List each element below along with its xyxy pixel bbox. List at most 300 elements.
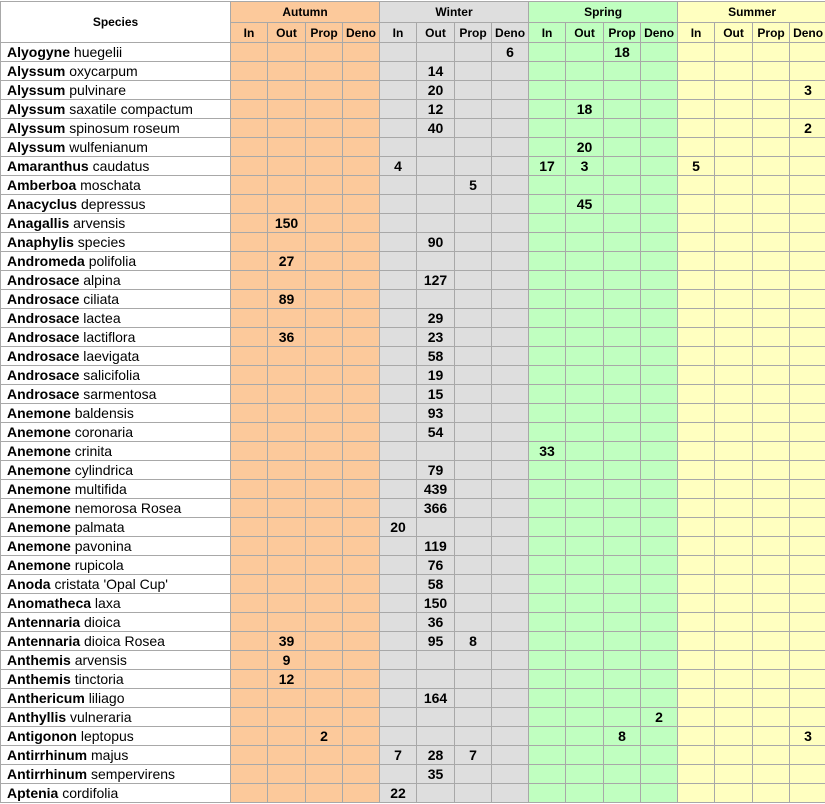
value-cell-autumn-prop — [306, 252, 343, 271]
value-cell-winter-deno — [492, 651, 529, 670]
value-cell-spring-in — [529, 575, 566, 594]
table-row — [1, 100, 825, 119]
value-cell-spring-in — [529, 765, 566, 784]
species-name-cell — [1, 765, 231, 784]
value-cell-winter-in — [380, 670, 417, 689]
value-cell-spring-in — [529, 746, 566, 765]
genus-name: Alyssum — [7, 63, 65, 79]
value-cell-summer-prop — [753, 347, 790, 366]
table-row — [1, 271, 825, 290]
value-cell-summer-deno — [790, 708, 825, 727]
table-row — [1, 290, 825, 309]
species-epithet: saxatile compactum — [69, 101, 193, 117]
value-cell-spring-prop — [604, 537, 641, 556]
value-cell-spring-prop — [604, 119, 641, 138]
genus-name: Androsace — [7, 386, 79, 402]
value-cell-winter-deno — [492, 119, 529, 138]
value-cell-summer-out — [715, 119, 753, 138]
value-cell-autumn-prop — [306, 423, 343, 442]
value-cell-winter-prop — [455, 613, 492, 632]
value-cell-autumn-out — [268, 784, 306, 803]
seed-data-table — [0, 1, 825, 803]
value-cell-spring-deno — [641, 689, 678, 708]
value-cell-autumn-prop — [306, 62, 343, 81]
value-cell-spring-prop — [604, 746, 641, 765]
value-cell-autumn-out — [268, 746, 306, 765]
value-cell-spring-out: 45 — [566, 195, 604, 214]
species-epithet: sarmentosa — [83, 386, 156, 402]
value-cell-spring-out — [566, 594, 604, 613]
species-epithet: pulvinare — [69, 82, 126, 98]
species-epithet: nemorosa Rosea — [75, 500, 182, 516]
value-cell-winter-prop — [455, 784, 492, 803]
value-cell-summer-in — [678, 632, 715, 651]
value-cell-spring-in — [529, 366, 566, 385]
value-cell-summer-in — [678, 81, 715, 100]
genus-name: Androsace — [7, 310, 79, 326]
value-cell-summer-prop — [753, 290, 790, 309]
value-cell-autumn-deno — [343, 138, 380, 157]
value-cell-winter-prop — [455, 385, 492, 404]
value-cell-winter-prop — [455, 195, 492, 214]
value-cell-autumn-deno — [343, 214, 380, 233]
value-cell-winter-in — [380, 62, 417, 81]
value-cell-spring-deno — [641, 119, 678, 138]
value-cell-winter-prop — [455, 518, 492, 537]
table-row — [1, 347, 825, 366]
value-cell-winter-deno: 6 — [492, 43, 529, 62]
value-cell-winter-in — [380, 575, 417, 594]
species-name-cell — [1, 119, 231, 138]
value-cell-summer-deno — [790, 556, 825, 575]
season-header-summer: Summer — [678, 2, 825, 23]
value-cell-winter-out — [417, 784, 455, 803]
season-header-winter: Winter — [380, 2, 529, 23]
season-header-spring: Spring — [529, 2, 678, 23]
value-cell-summer-deno — [790, 746, 825, 765]
value-cell-spring-deno — [641, 632, 678, 651]
value-cell-autumn-out — [268, 233, 306, 252]
value-cell-winter-deno — [492, 385, 529, 404]
value-cell-autumn-out — [268, 62, 306, 81]
value-cell-spring-prop — [604, 385, 641, 404]
value-cell-spring-prop — [604, 423, 641, 442]
value-cell-summer-in — [678, 594, 715, 613]
value-cell-spring-prop — [604, 176, 641, 195]
value-cell-summer-prop — [753, 366, 790, 385]
value-cell-winter-deno — [492, 632, 529, 651]
value-cell-winter-in — [380, 271, 417, 290]
value-cell-spring-deno — [641, 157, 678, 176]
value-cell-winter-deno — [492, 214, 529, 233]
species-epithet: multifida — [75, 481, 127, 497]
value-cell-winter-out: 76 — [417, 556, 455, 575]
value-cell-summer-in — [678, 537, 715, 556]
value-cell-winter-in: 22 — [380, 784, 417, 803]
value-cell-spring-deno — [641, 670, 678, 689]
value-cell-winter-deno — [492, 176, 529, 195]
value-cell-winter-deno — [492, 233, 529, 252]
value-cell-autumn-in — [231, 480, 268, 499]
value-cell-autumn-prop — [306, 195, 343, 214]
value-cell-spring-in — [529, 461, 566, 480]
value-cell-summer-prop — [753, 214, 790, 233]
value-cell-summer-out — [715, 290, 753, 309]
value-cell-summer-in — [678, 613, 715, 632]
value-cell-winter-deno — [492, 518, 529, 537]
value-cell-autumn-prop — [306, 43, 343, 62]
value-cell-winter-prop — [455, 442, 492, 461]
genus-name: Andromeda — [7, 253, 85, 269]
value-cell-winter-deno — [492, 290, 529, 309]
value-cell-autumn-out — [268, 271, 306, 290]
value-cell-spring-out — [566, 632, 604, 651]
value-cell-autumn-prop: 2 — [306, 727, 343, 746]
species-name-cell — [1, 689, 231, 708]
value-cell-winter-deno — [492, 271, 529, 290]
value-cell-summer-in — [678, 347, 715, 366]
value-cell-spring-prop — [604, 404, 641, 423]
value-cell-winter-prop — [455, 119, 492, 138]
value-cell-spring-prop — [604, 81, 641, 100]
value-cell-spring-out — [566, 385, 604, 404]
value-cell-summer-out — [715, 214, 753, 233]
value-cell-summer-prop — [753, 556, 790, 575]
value-cell-winter-deno — [492, 670, 529, 689]
value-cell-spring-deno — [641, 214, 678, 233]
value-cell-spring-in — [529, 518, 566, 537]
species-epithet: wulfenianum — [69, 139, 148, 155]
value-cell-autumn-out — [268, 613, 306, 632]
value-cell-autumn-deno — [343, 537, 380, 556]
value-cell-winter-deno — [492, 746, 529, 765]
value-cell-winter-prop — [455, 214, 492, 233]
value-cell-spring-in — [529, 81, 566, 100]
value-cell-summer-deno — [790, 366, 825, 385]
value-cell-autumn-prop — [306, 271, 343, 290]
table-row — [1, 119, 825, 138]
species-name-cell — [1, 746, 231, 765]
value-cell-winter-prop — [455, 271, 492, 290]
value-cell-summer-in — [678, 366, 715, 385]
genus-name: Anacyclus — [7, 196, 77, 212]
subcol-header-autumn-deno: Deno — [343, 23, 380, 43]
value-cell-autumn-in — [231, 575, 268, 594]
value-cell-autumn-in — [231, 556, 268, 575]
genus-name: Amberboa — [7, 177, 76, 193]
table-row — [1, 252, 825, 271]
value-cell-winter-out — [417, 252, 455, 271]
species-rows — [1, 43, 825, 803]
value-cell-winter-prop — [455, 100, 492, 119]
value-cell-spring-in — [529, 195, 566, 214]
genus-name: Anemone — [7, 538, 71, 554]
value-cell-spring-prop — [604, 442, 641, 461]
value-cell-summer-in — [678, 195, 715, 214]
value-cell-winter-prop — [455, 366, 492, 385]
species-epithet: majus — [91, 747, 128, 763]
table-row — [1, 575, 825, 594]
value-cell-autumn-prop — [306, 499, 343, 518]
value-cell-spring-in — [529, 727, 566, 746]
value-cell-autumn-prop — [306, 119, 343, 138]
value-cell-spring-out — [566, 328, 604, 347]
value-cell-summer-in — [678, 404, 715, 423]
value-cell-autumn-out — [268, 480, 306, 499]
value-cell-summer-in — [678, 62, 715, 81]
season-header-row — [1, 2, 825, 23]
genus-name: Anemone — [7, 481, 71, 497]
value-cell-spring-out — [566, 81, 604, 100]
value-cell-summer-out — [715, 651, 753, 670]
value-cell-autumn-out — [268, 176, 306, 195]
value-cell-summer-deno — [790, 347, 825, 366]
value-cell-winter-out: 36 — [417, 613, 455, 632]
value-cell-spring-deno — [641, 556, 678, 575]
value-cell-summer-deno — [790, 613, 825, 632]
value-cell-spring-prop — [604, 518, 641, 537]
value-cell-autumn-out — [268, 556, 306, 575]
value-cell-spring-out — [566, 62, 604, 81]
value-cell-autumn-in — [231, 632, 268, 651]
value-cell-winter-in — [380, 176, 417, 195]
value-cell-winter-deno — [492, 195, 529, 214]
value-cell-summer-out — [715, 518, 753, 537]
value-cell-autumn-deno — [343, 689, 380, 708]
genus-name: Antigonon — [7, 728, 77, 744]
table-row — [1, 309, 825, 328]
table-row — [1, 461, 825, 480]
genus-name: Androsace — [7, 348, 79, 364]
value-cell-summer-in — [678, 708, 715, 727]
value-cell-spring-prop — [604, 252, 641, 271]
value-cell-summer-prop — [753, 271, 790, 290]
value-cell-summer-in: 5 — [678, 157, 715, 176]
value-cell-winter-in — [380, 537, 417, 556]
value-cell-winter-deno — [492, 347, 529, 366]
value-cell-spring-deno — [641, 347, 678, 366]
value-cell-spring-in: 17 — [529, 157, 566, 176]
value-cell-winter-out: 20 — [417, 81, 455, 100]
value-cell-winter-in — [380, 81, 417, 100]
value-cell-spring-prop — [604, 632, 641, 651]
value-cell-summer-in — [678, 423, 715, 442]
value-cell-autumn-deno — [343, 518, 380, 537]
genus-name: Androsace — [7, 291, 79, 307]
value-cell-spring-deno — [641, 613, 678, 632]
value-cell-winter-prop — [455, 404, 492, 423]
table-row — [1, 442, 825, 461]
value-cell-summer-out — [715, 100, 753, 119]
species-name-cell — [1, 537, 231, 556]
species-epithet: salicifolia — [83, 367, 140, 383]
value-cell-summer-in — [678, 233, 715, 252]
value-cell-spring-out — [566, 765, 604, 784]
genus-name: Androsace — [7, 367, 79, 383]
value-cell-summer-out — [715, 328, 753, 347]
value-cell-winter-out: 19 — [417, 366, 455, 385]
species-name-cell — [1, 195, 231, 214]
genus-name: Alyssum — [7, 101, 65, 117]
value-cell-winter-in — [380, 138, 417, 157]
value-cell-summer-prop — [753, 537, 790, 556]
value-cell-spring-deno — [641, 366, 678, 385]
value-cell-summer-deno — [790, 765, 825, 784]
value-cell-autumn-deno — [343, 461, 380, 480]
value-cell-spring-prop — [604, 689, 641, 708]
value-cell-autumn-deno — [343, 404, 380, 423]
value-cell-summer-in — [678, 499, 715, 518]
value-cell-spring-out — [566, 556, 604, 575]
value-cell-autumn-prop — [306, 442, 343, 461]
value-cell-summer-out — [715, 537, 753, 556]
value-cell-autumn-deno — [343, 708, 380, 727]
value-cell-autumn-in — [231, 233, 268, 252]
value-cell-summer-out — [715, 746, 753, 765]
value-cell-autumn-in — [231, 347, 268, 366]
value-cell-winter-out: 119 — [417, 537, 455, 556]
value-cell-summer-in — [678, 784, 715, 803]
value-cell-autumn-deno — [343, 62, 380, 81]
value-cell-spring-deno — [641, 423, 678, 442]
value-cell-winter-prop: 5 — [455, 176, 492, 195]
value-cell-spring-in — [529, 689, 566, 708]
species-name-cell — [1, 328, 231, 347]
table-row — [1, 138, 825, 157]
value-cell-summer-in — [678, 670, 715, 689]
value-cell-spring-out — [566, 784, 604, 803]
value-cell-spring-deno — [641, 176, 678, 195]
value-cell-spring-in — [529, 784, 566, 803]
value-cell-autumn-in — [231, 461, 268, 480]
genus-name: Antirrhinum — [7, 747, 87, 763]
table-row — [1, 214, 825, 233]
species-name-cell — [1, 309, 231, 328]
value-cell-spring-prop — [604, 575, 641, 594]
value-cell-spring-out — [566, 480, 604, 499]
value-cell-autumn-prop — [306, 328, 343, 347]
value-cell-autumn-deno — [343, 670, 380, 689]
subcol-header-summer-in: In — [678, 23, 715, 43]
species-epithet: depressus — [81, 196, 146, 212]
value-cell-winter-out: 29 — [417, 309, 455, 328]
value-cell-autumn-in — [231, 328, 268, 347]
value-cell-spring-in — [529, 594, 566, 613]
genus-name: Alyogyne — [7, 44, 70, 60]
subcol-header-spring-out: Out — [566, 23, 604, 43]
value-cell-winter-prop — [455, 252, 492, 271]
value-cell-spring-prop — [604, 708, 641, 727]
value-cell-spring-out — [566, 252, 604, 271]
value-cell-autumn-prop — [306, 176, 343, 195]
species-name-cell — [1, 632, 231, 651]
value-cell-autumn-in — [231, 765, 268, 784]
value-cell-summer-in — [678, 271, 715, 290]
species-name-cell — [1, 784, 231, 803]
species-name-cell — [1, 727, 231, 746]
value-cell-spring-in — [529, 385, 566, 404]
value-cell-winter-out: 14 — [417, 62, 455, 81]
table-row — [1, 518, 825, 537]
table-row — [1, 556, 825, 575]
value-cell-autumn-deno — [343, 366, 380, 385]
value-cell-autumn-in — [231, 518, 268, 537]
species-epithet: lactea — [83, 310, 120, 326]
genus-name: Alyssum — [7, 82, 65, 98]
species-name-cell — [1, 157, 231, 176]
value-cell-spring-deno — [641, 765, 678, 784]
value-cell-autumn-deno — [343, 157, 380, 176]
value-cell-autumn-out — [268, 442, 306, 461]
value-cell-autumn-deno — [343, 43, 380, 62]
value-cell-spring-in — [529, 423, 566, 442]
value-cell-summer-in — [678, 100, 715, 119]
species-name-cell — [1, 423, 231, 442]
value-cell-summer-in — [678, 214, 715, 233]
value-cell-summer-prop — [753, 575, 790, 594]
value-cell-summer-prop — [753, 784, 790, 803]
species-epithet: species — [78, 234, 125, 250]
value-cell-autumn-deno — [343, 309, 380, 328]
value-cell-spring-out — [566, 670, 604, 689]
value-cell-spring-prop — [604, 328, 641, 347]
value-cell-spring-prop — [604, 651, 641, 670]
value-cell-spring-out — [566, 746, 604, 765]
genus-name: Anaphylis — [7, 234, 74, 250]
species-epithet: cristata 'Opal Cup' — [54, 576, 168, 592]
value-cell-summer-prop — [753, 138, 790, 157]
value-cell-summer-in — [678, 746, 715, 765]
value-cell-autumn-out — [268, 708, 306, 727]
value-cell-winter-out — [417, 214, 455, 233]
value-cell-summer-in — [678, 689, 715, 708]
value-cell-winter-in — [380, 480, 417, 499]
genus-name: Alyssum — [7, 139, 65, 155]
value-cell-winter-deno — [492, 252, 529, 271]
species-epithet: laxa — [95, 595, 121, 611]
value-cell-winter-in — [380, 423, 417, 442]
value-cell-summer-out — [715, 62, 753, 81]
value-cell-spring-in — [529, 499, 566, 518]
value-cell-winter-out: 127 — [417, 271, 455, 290]
value-cell-spring-deno — [641, 537, 678, 556]
value-cell-spring-in — [529, 651, 566, 670]
species-name-cell — [1, 100, 231, 119]
value-cell-autumn-in — [231, 385, 268, 404]
value-cell-winter-prop — [455, 157, 492, 176]
value-cell-autumn-prop — [306, 100, 343, 119]
value-cell-winter-prop — [455, 81, 492, 100]
value-cell-autumn-prop — [306, 689, 343, 708]
value-cell-winter-in — [380, 195, 417, 214]
species-header: Species — [1, 2, 231, 43]
value-cell-summer-prop — [753, 670, 790, 689]
value-cell-winter-in — [380, 613, 417, 632]
species-epithet: arvensis — [73, 215, 125, 231]
value-cell-winter-out — [417, 157, 455, 176]
value-cell-winter-in — [380, 689, 417, 708]
value-cell-summer-prop — [753, 62, 790, 81]
value-cell-winter-out: 164 — [417, 689, 455, 708]
table-row — [1, 594, 825, 613]
value-cell-summer-deno — [790, 214, 825, 233]
value-cell-summer-deno — [790, 651, 825, 670]
value-cell-winter-out — [417, 290, 455, 309]
value-cell-winter-in: 4 — [380, 157, 417, 176]
value-cell-spring-in — [529, 480, 566, 499]
value-cell-autumn-prop — [306, 670, 343, 689]
subcol-header-spring-prop: Prop — [604, 23, 641, 43]
